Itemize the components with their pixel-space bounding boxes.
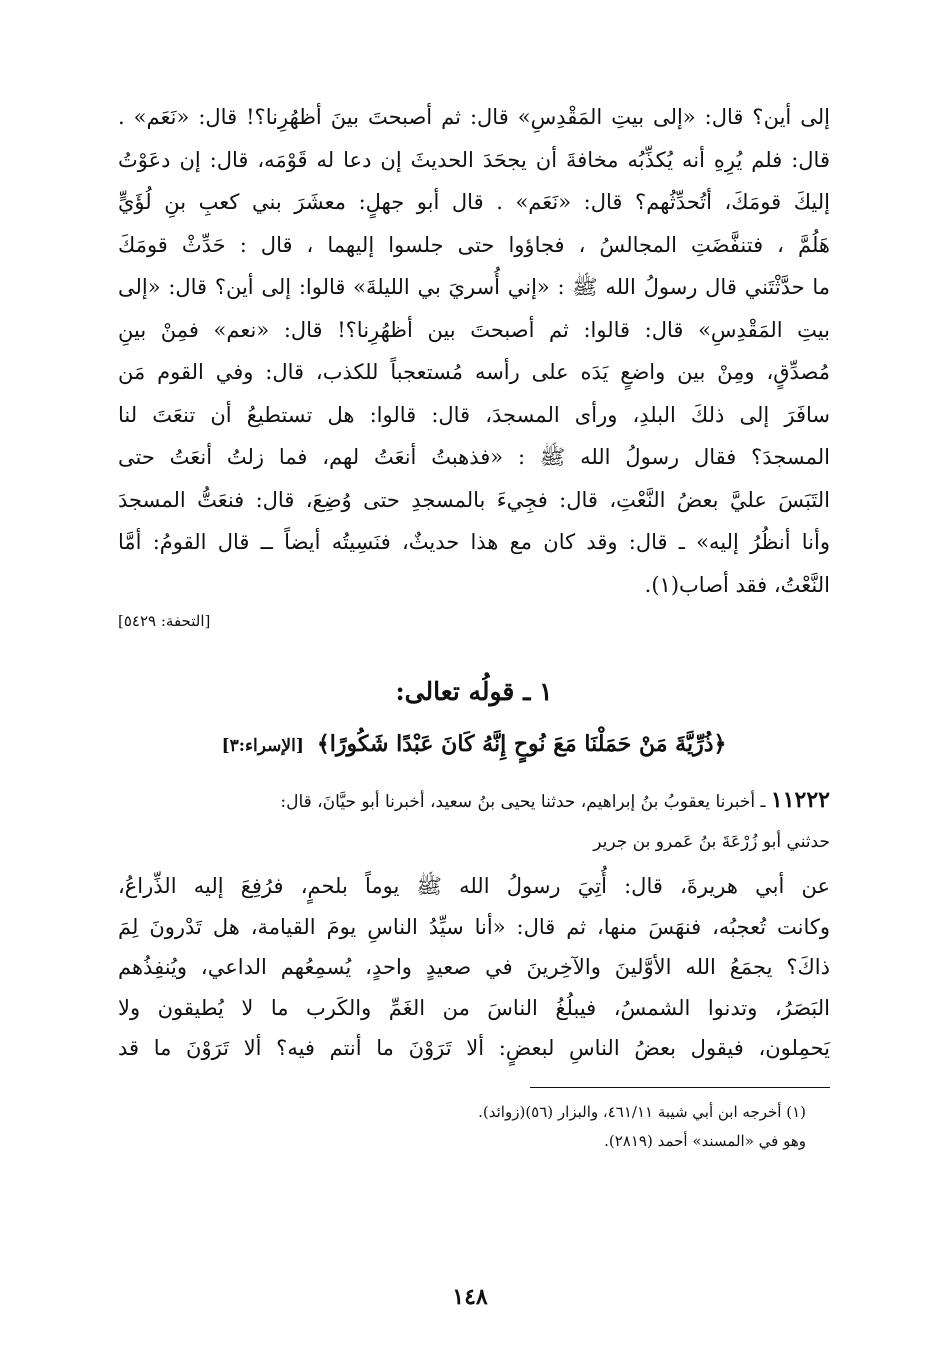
text-line: هَلُمَّ ، فتنفَّضَتِ المجالسُ ، فجاؤوا حتى جلسوا إليهما ، قال : حَدِّثْ قومَكَ bbox=[118, 232, 830, 257]
text-line: يَحمِلون، فيقول بعضُ الناسِ لبعضٍ: ألا تَرَوْنَ ما أنتم فيه؟ ألا تَرَوْنَ ما قد bbox=[118, 1036, 830, 1060]
text-line: بيتِ المَقْدِسِ» قال: قالوا: ثم أصبحتَ بين أظهُرِنا؟! قال: «نعم» فمِنْ بينِ bbox=[118, 317, 830, 342]
hadith-chain bbox=[118, 780, 830, 862]
text-line: البَصَرُ، وتدنوا الشمسُ، فيبلُغُ الناسَ من الغَمِّ والكَرب ما لا يُطيقون ولا bbox=[118, 995, 830, 1020]
narration-paragraph bbox=[118, 96, 830, 606]
hadith-block bbox=[118, 780, 830, 1069]
footnote: وهو في «المسند» أحمد (٢٨١٩). bbox=[604, 1131, 806, 1150]
text-line: إلى أين؟ قال: «إلى بيتِ المَقْدِسِ» قال: ثم أصبحتَ بينَ أظهُرِنا؟! قال: «نَعَم» . bbox=[118, 105, 830, 129]
text-line: التَبَسَ عليَّ بعضُ النَّعْتِ، قال: فجِيءَ بالمسجدِ حتى وُضِعَ، قال: فنعَتُّ المسجدَ bbox=[118, 487, 830, 512]
chain-line bbox=[118, 780, 830, 822]
text-line: ما حدَّثْتَني قال رسولُ الله ﷺ : «إني أُسريَ بي الليلةَ» قالوا: إلى أين؟ قال: «إلى bbox=[118, 275, 830, 299]
footnote: (١) أخرجه ابن أبي شيبة ٤٦١/١١، والبزار (٥٦)(زوائد). bbox=[478, 1102, 806, 1121]
tuhfa-citation bbox=[118, 612, 830, 630]
text-line: عن أبي هريرةَ، قال: أُتِيَ رسولُ الله ﷺ يوماً بلحمٍ، فرُفِعَ إليه الذِّراعُ، bbox=[118, 874, 830, 898]
page-number: ١٤٨ bbox=[452, 1284, 488, 1310]
text-line: سافَرَ إلى ذلكَ البلدِ، ورأى المسجدَ، قال: قالوا: هل تستطيعُ أن تنعَتَ لنا bbox=[118, 402, 830, 427]
chain-line: حدثني أبو زُرْعَةَ بنُ عَمرو بن جرير bbox=[593, 832, 830, 852]
verse-reference: [الإسراء:٣] bbox=[221, 736, 304, 756]
chain-text: ـ أخبرنا يعقوبُ بنُ إبراهيم، حدثنا يحيى بنُ سعيد، أخبرنا أبو حيَّانَ، قال: bbox=[280, 792, 766, 812]
text-line: وكانت تُعجبُه، فنهَسَ منها، ثم قال: «أنا سيِّدُ الناسِ يومَ القيامة، هل تَدْرونَ لِمَ bbox=[118, 914, 830, 939]
citation-text: [التحفة: ٥٤٢٩] bbox=[118, 612, 211, 630]
text-line: مُصدِّقٍ، ومِنْ بين واضعٍ يَدَه على رأسه مُستعجباً للكذب، قال: وفي القوم مَن bbox=[118, 360, 830, 384]
text-line: وأنا أنظُرُ إليه» ـ قال: وقد كان مع هذا حديثٌ، فنَسِيتُه أيضاً ــ قال القومُ: أمَّا bbox=[118, 530, 830, 554]
hadith-number: ١١٢٢٢ bbox=[770, 787, 830, 813]
footnotes bbox=[118, 1098, 830, 1156]
book-page bbox=[118, 96, 830, 1156]
text-line: إليكَ قومَكَ، أتُحدِّثُهم؟ قال: «نَعَم» . قال أبو جهلٍ: معشَرَ بني كعبِ بنِ لُؤَيٍّ bbox=[118, 190, 830, 214]
hadith-text bbox=[118, 866, 830, 1069]
quran-verse: ﴿ذُرِّيَّةَ مَنْ حَمَلْنَا مَعَ نُوحٍ إِنَّهُ كَانَ عَبْدًا شَكُورًا﴾ bbox=[316, 731, 727, 757]
text-line: ذاكَ؟ يجمَعُ الله الأوَّلينَ والآخِرينَ في صعيدٍ واحدٍ، يُسمِعُهم الداعي، ويُنفِذُهم bbox=[118, 955, 830, 979]
footnote-divider bbox=[530, 1087, 830, 1088]
section-heading: ١ ـ قولُه تعالى: bbox=[395, 677, 553, 706]
quran-verse-line bbox=[118, 722, 830, 766]
text-line: قال: فلم يُرِهِ أنه يُكذِّبُه مخافةَ أن يجحَدَ الحديثَ إن دعا له قَوْمَه، قال: إن دعَوْتُ bbox=[118, 147, 830, 172]
text-line: المسجدَ؟ فقال رسولُ الله ﷺ : «فذهبتُ أنعَتُ لهم، فما زلتُ أنعَتُ حتى bbox=[118, 445, 830, 469]
text-line: النَّعْتُ، فقد أصاب(١). bbox=[644, 572, 830, 597]
